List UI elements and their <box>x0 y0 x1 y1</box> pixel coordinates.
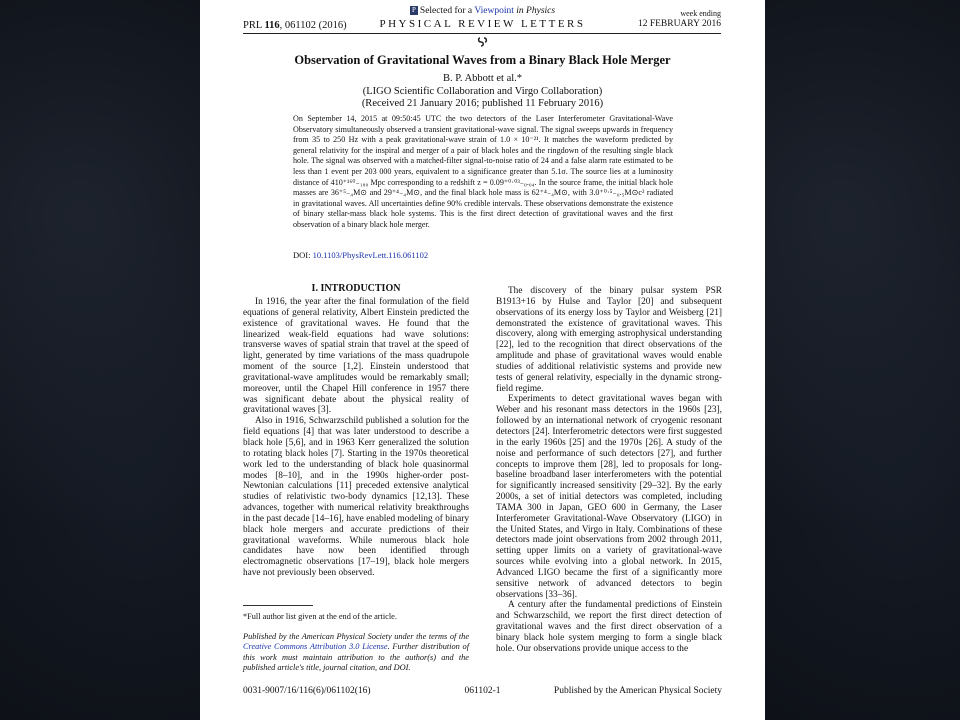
section-heading: I. INTRODUCTION <box>311 283 401 294</box>
article-collaboration: (LIGO Scientific Collaboration and Virgo Collaboration) <box>362 86 603 97</box>
right-column <box>496 286 722 655</box>
journal-ref-rest: , 061102 (2016) <box>279 20 347 31</box>
article-dates: (Received 21 January 2016; published 11 February 2016) <box>361 98 604 109</box>
intro-paragraph-3: The discovery of the binary pulsar system PSR B1913+16 by Hulse and Taylor [20] and subsequent observations of its energy loss by Taylor and Weisberg [21] demonstrated the existence of gravitational waves. This discovery, along with emerging astrophysical understanding [22], led to the recognition that direct observations of the amplitude and phase of gravitational waves would enable studies of additional relativistic systems and provide new tests of general relativity, especially in the dynamic strong-field regime. <box>496 286 722 394</box>
license-suffix: . Further distribution of this work must maintain attribution to the author(s) and the published article's title, journal citation, and DOI. <box>243 642 469 672</box>
license-link[interactable]: Creative Commons Attribution 3.0 License <box>243 642 388 652</box>
week-ending <box>638 9 721 29</box>
article-authors: B. P. Abbott et al.* <box>442 73 523 84</box>
background-right <box>765 0 960 720</box>
intro-paragraph-2: Also in 1916, Schwarzschild published a solution for the field equations [4] that was later understood to describe a black hole [5,6], and in 1963 Kerr generalized the solution to rotating black holes [7]. Starting in the 1970s theoretical work led to the understanding of black hole quasinormal modes [8–10], and in the 1990s higher-order post-Newtonian calculations [11] preceded extensive analytical studies of relativistic two-body dynamics [12,13]. These advances, together with numerical relativity breakthroughs in the past decade [14–16], have enabled modeling of binary black hole mergers and accurate predictions of their gravitational waveforms. While numerous black hole candidates have now been identified through electromagnetic observations [17–19], black hole mergers have not previously been observed. <box>243 416 469 579</box>
journal-ref-volume: 116 <box>264 20 280 31</box>
article-title: Observation of Gravitational Waves from a Binary Black Hole Merger <box>294 53 671 67</box>
viewpoint-icon: P <box>410 6 418 15</box>
footnote-rule <box>243 605 313 606</box>
intro-paragraph-4: Experiments to detect gravitational waves began with Weber and his resonant mass detectors in the 1960s [23], followed by an international network of cryogenic resonant detectors [24]. Interferometric detectors were first suggested in the early 1960s [25] and the 1970s [26]. A study of the noise and performance of such detectors [27], and further concepts to improve them [28], led to proposals for long-baseline broadband laser interferometers with the potential for significantly increased sensitivity [29–32]. By the early 2000s, a set of initial detectors was completed, including TAMA 300 in Japan, GEO 600 in Germany, the Laser Interferometer Gravitational-Wave Observatory (LIGO) in the United States, and Virgo in Italy. Combinations of these detectors made joint observations from 2002 through 2011, setting upper limits on a variety of gravitational-wave sources while evolving into a global network. In 2015, Advanced LIGO became the first of a significantly more sensitive network of advanced detectors to begin observations [33–36]. <box>496 394 722 600</box>
doi-line <box>293 250 428 260</box>
header-rule <box>243 33 721 34</box>
paper-page <box>200 0 765 720</box>
license-prefix: Published by the American Physical Society under the terms of the <box>243 632 469 641</box>
author-footnote: *Full author list given at the end of the article. <box>243 612 397 621</box>
viewpoint-suffix: in Physics <box>513 6 556 16</box>
background-left <box>0 0 200 720</box>
journal-name: PHYSICAL REVIEW LETTERS <box>379 18 586 30</box>
week-ending-date: 12 FEBRUARY 2016 <box>637 19 721 29</box>
journal-ref-prefix: PRL <box>243 20 265 31</box>
viewpoint-prefix: Selected for a <box>419 6 475 16</box>
doi-label: DOI: <box>293 250 313 260</box>
left-column <box>243 297 469 579</box>
intro-paragraph-5: A century after the fundamental predictions of Einstein and Schwarzschild, we report the first direct detection of gravitational waves and the first direct observation of a binary black hole system merging to form a single black hole. Our observations provide unique access to the <box>496 600 722 654</box>
aps-logo-icon <box>200 35 765 54</box>
footer-page-number: 061102-1 <box>464 686 501 696</box>
doi-link[interactable]: 10.1103/PhysRevLett.116.061102 <box>312 250 429 260</box>
license-note <box>243 632 469 673</box>
footer-publisher: Published by the American Physical Society <box>553 686 722 696</box>
intro-paragraph-1: In 1916, the year after the final formulation of the field equations of general relativity, Albert Einstein predicted the existence of gravitational waves. He found that the linearized weak-field equations had wave solutions: transverse waves of spatial strain that travel at the speed of light, generated by time variations of the mass quadrupole moment of the source [1,2]. Einstein understood that gravitational-wave amplitudes would be remarkably small; moreover, until the Chapel Hill conference in 1957 there was significant debate about the physical reality of gravitational waves [3]. <box>243 297 469 416</box>
viewpoint-link[interactable]: Viewpoint <box>474 6 514 16</box>
footer-code: 0031-9007/16/116(6)/061102(16) <box>243 686 371 696</box>
week-ending-label: week ending <box>680 9 721 18</box>
article-abstract: On September 14, 2015 at 09:50:45 UTC the two detectors of the Laser Interferometer Gravitational-Wave Observatory simultaneously observed a transient gravitational-wave signal. The signal sweeps upwards in frequency from 35 to 250 Hz with a peak gravitational-wave strain of 1.0 × 10⁻²¹. It matches the waveform predicted by general relativity for the inspiral and merger of a pair of black holes and the ringdown of the resulting single black hole. The signal was observed with a matched-filter signal-to-noise ratio of 24 and a false alarm rate estimated to be less than 1 event per 203 000 years, equivalent to a significance greater than 5.1σ. The source lies at a luminosity distance of 410⁺¹⁶⁰₋₁₈₀ Mpc corresponding to a redshift z = 0.09⁺⁰·⁰³₋₀.₀₄. In the source frame, the initial black hole masses are 36⁺⁵₋₄M⊙ and 29⁺⁴₋₄M⊙, and the final black hole mass is 62⁺⁴₋₄M⊙, with 3.0⁺⁰·⁵₋₀.₅M⊙c² radiated in gravitational waves. All uncertainties define 90% credible intervals. These observations demonstrate the existence of binary stellar-mass black hole systems. This is the first direct detection of gravitational waves and the first observation of a binary black hole merger. <box>293 114 673 229</box>
